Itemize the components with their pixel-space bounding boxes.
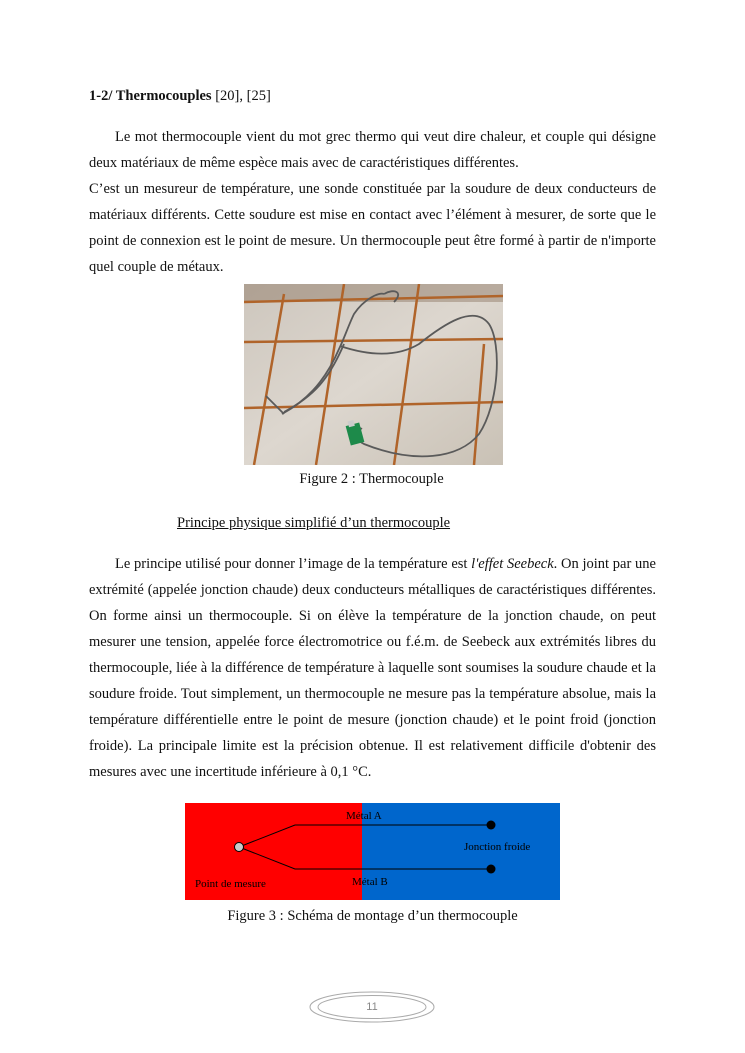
cold-zone: [362, 803, 560, 900]
paragraph-definition: Le mot thermocouple vient du mot grec thermo qui veut dire chaleur, et couple qui désigne deux matériaux de même espèce mais avec de caractéristiques différentes.: [89, 129, 656, 171]
label-metal-a: Métal A: [346, 810, 382, 822]
page-number: 11: [366, 1001, 378, 1013]
thermocouple-schematic: [185, 803, 560, 900]
thermocouple-diagram: [185, 803, 560, 900]
measure-junction: [235, 843, 244, 852]
paragraph-seebeck: [89, 551, 656, 785]
label-metal-b: Métal B: [352, 876, 388, 888]
thermocouple-photo-illustration: [244, 284, 503, 465]
subsection-title: Principe physique simplifié d’un thermocouple: [177, 515, 451, 531]
figure2-caption: Figure 2 : Thermocouple: [299, 471, 444, 487]
paragraph-seebeck-intro: Le principe utilisé pour donner l’image de la température est: [115, 556, 472, 572]
figure3-caption: Figure 3 : Schéma de montage d’un thermocouple: [227, 908, 518, 924]
cold-junction-a: [487, 821, 496, 830]
seebeck-effect-term: l'effet Seebeck: [471, 556, 554, 572]
paragraph-seebeck-body: . On joint par une extrémité (appelée jonction chaude) deux conducteurs métalliques de caractéristiques différentes. On forme ainsi un thermocouple. Si on élève la température de la jonction chaude, on peut mesurer une tension, appelée force électromotrice ou f.é.m. de Seebeck aux extrémités libres du thermocouple, liée à la différence de température à laquelle sont soumises la soudure chaude et la soudure froide. Tout simplement, un thermocouple ne mesure pas la température absolue, mais la température différentielle entre le point de mesure (jonction chaude) et le point froid (jonction froide). La principale limite est la précision obtenue. Il est relativement difficile d'obtenir des mesures avec une incertitude inférieure à 0,1 °C.: [89, 556, 656, 780]
paragraph-description: C’est un mesureur de température, une sonde constituée par la soudure de deux conducteurs de matériaux différents. Cette soudure est mise en contact avec l’élément à mesurer, de sorte que le point de connexion est le point de mesure. Un thermocouple peut être formé à partir de n'importe quel couple de métaux.: [89, 181, 656, 275]
section-references: [20], [25]: [211, 88, 271, 104]
label-measure-point: Point de mesure: [195, 878, 266, 890]
cold-junction-b: [487, 865, 496, 874]
section-heading: [89, 88, 271, 105]
section-title: 1-2/ Thermocouples: [89, 88, 212, 104]
page-number-badge: [309, 991, 435, 1023]
label-cold-junction: Jonction froide: [464, 841, 531, 853]
thermocouple-photo: [244, 284, 503, 465]
